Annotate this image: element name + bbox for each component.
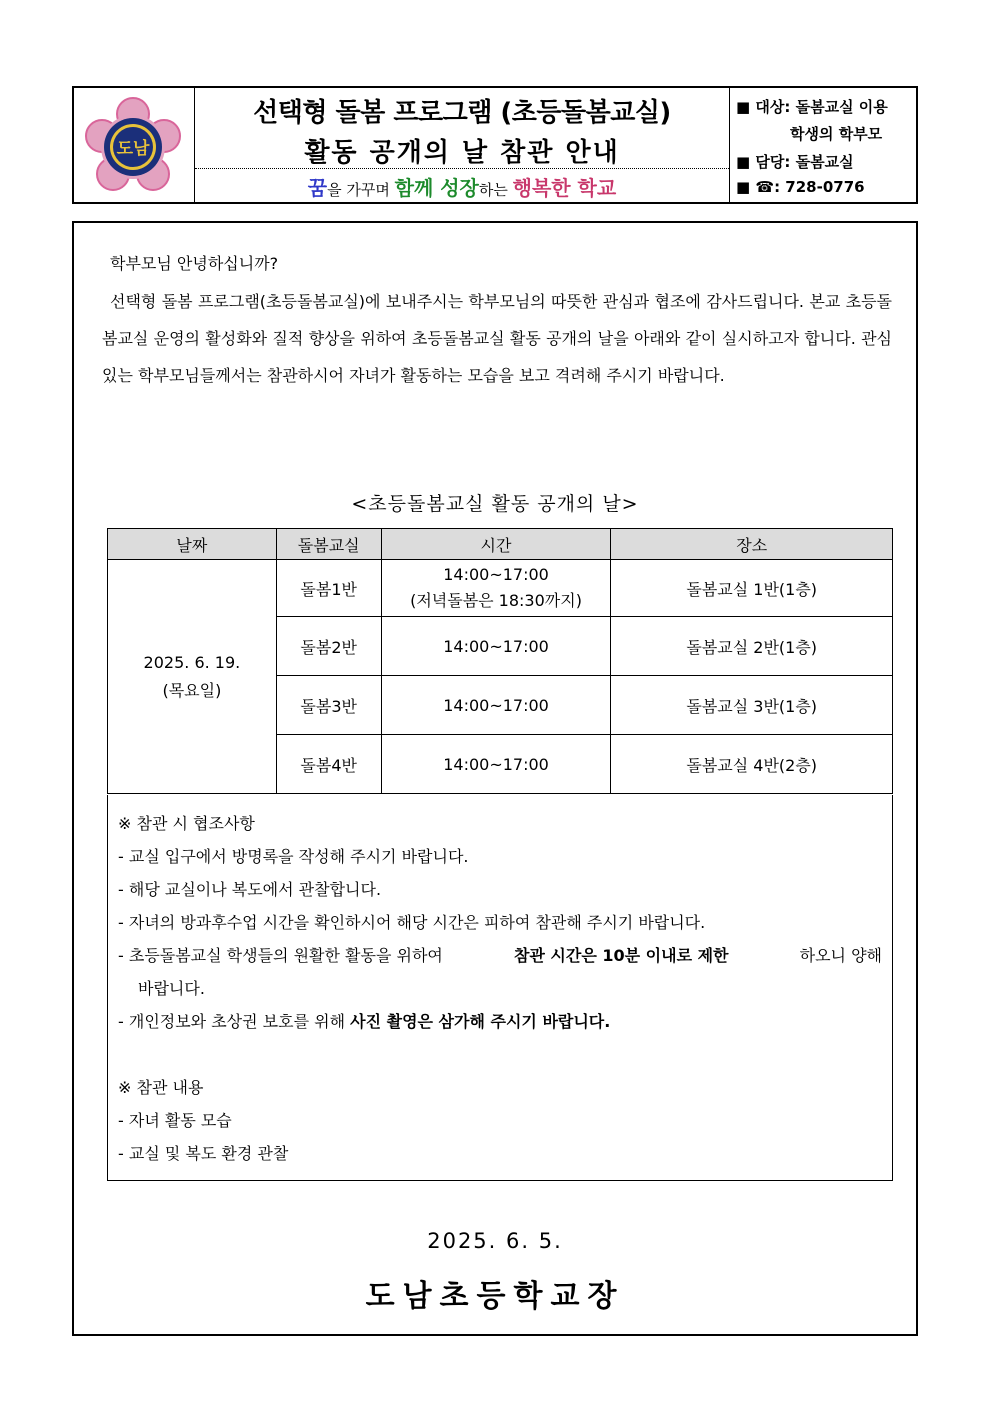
document-title: 선택형 돌봄 프로그램 (초등돌봄교실) bbox=[253, 98, 671, 128]
table-row bbox=[108, 560, 893, 617]
date-cell bbox=[108, 560, 277, 794]
list-item-emphasis: 사진 촬영은 삼가해 주시기 바랍니다. bbox=[350, 1012, 611, 1031]
greeting: 학부모님 안녕하십니까? bbox=[110, 254, 279, 273]
document-body bbox=[72, 221, 918, 1336]
class-cell: 돌봄4반 bbox=[276, 735, 381, 794]
content-title: ※ 참관 내용 bbox=[118, 1078, 204, 1097]
info-cell bbox=[730, 88, 916, 202]
slogan-word-grow: 함께 성장 bbox=[394, 176, 479, 200]
table-header-row bbox=[108, 529, 893, 560]
list-item: - 해당 교실이나 복도에서 관찰합니다. bbox=[118, 880, 382, 899]
list-item: - 교실 및 복도 환경 관찰 bbox=[118, 1144, 289, 1163]
class-cell: 돌봄2반 bbox=[276, 617, 381, 676]
event-weekday: (목요일) bbox=[162, 680, 222, 700]
issue-date: 2025. 6. 5. bbox=[427, 1229, 563, 1253]
list-item-part: - 초등돌봄교실 학생들의 원활한 활동을 위하여 bbox=[118, 946, 443, 965]
list-item bbox=[118, 1009, 610, 1032]
document-header bbox=[72, 86, 918, 204]
place-cell: 돌봄교실 3반(1층) bbox=[611, 676, 893, 735]
schedule-table bbox=[107, 528, 893, 794]
header-class: 돌봄교실 bbox=[276, 529, 381, 560]
logo-cell bbox=[74, 88, 195, 202]
list-item-part: - 개인정보와 초상권 보호를 위해 bbox=[118, 1012, 351, 1031]
header-time: 시간 bbox=[381, 529, 611, 560]
header-place: 장소 bbox=[611, 529, 893, 560]
list-item-part: 하오니 양해 bbox=[799, 946, 882, 965]
list-item: - 교실 입구에서 방명록을 작성해 주시기 바랍니다. bbox=[118, 847, 469, 866]
phone-number: ■ ☎: 728-0776 bbox=[736, 178, 865, 196]
list-item bbox=[118, 943, 882, 966]
principal-signature: 도남초등학교장 bbox=[365, 1279, 625, 1314]
cooperation-title: ※ 참관 시 협조사항 bbox=[118, 814, 255, 833]
slogan-word-dream: 꿈 bbox=[307, 176, 328, 200]
event-date: 2025. 6. 19. bbox=[143, 652, 241, 672]
list-item-emphasis: 참관 시간은 10분 이내로 제한 bbox=[513, 946, 729, 965]
slogan-part: 하는 bbox=[478, 181, 513, 199]
target-audience-cont: 학생의 학부모 bbox=[790, 125, 883, 143]
slogan-part: 가꾸며 bbox=[346, 181, 395, 199]
time-note: (저녁돌봄은 18:30까지) bbox=[410, 591, 582, 610]
header-date: 날짜 bbox=[108, 529, 277, 560]
class-cell: 돌봄1반 bbox=[276, 560, 381, 617]
slogan-word-happy: 행복한 학교 bbox=[512, 176, 617, 200]
slogan-part: 을 bbox=[327, 181, 347, 199]
notes-box bbox=[107, 795, 893, 1181]
document-subtitle: 활동 공개의 날 참관 안내 bbox=[304, 138, 620, 168]
time-cell: 14:00~17:00 bbox=[381, 735, 611, 794]
manager: ■ 담당: 돌봄교실 bbox=[736, 153, 854, 171]
time-cell bbox=[381, 560, 611, 617]
list-item: - 자녀 활동 모습 bbox=[118, 1111, 232, 1130]
school-logo-icon bbox=[82, 96, 184, 198]
school-slogan bbox=[195, 172, 729, 201]
class-cell: 돌봄3반 bbox=[276, 676, 381, 735]
list-item-cont: 바랍니다. bbox=[138, 979, 205, 998]
list-item: - 자녀의 방과후수업 시간을 확인하시어 해당 시간은 피하여 참관해 주시기 바랍니다. bbox=[118, 913, 706, 932]
target-audience: ■ 대상: 돌봄교실 이용 bbox=[736, 98, 888, 116]
title-divider bbox=[195, 168, 729, 169]
place-cell: 돌봄교실 2반(1층) bbox=[611, 617, 893, 676]
intro-paragraph-text: 선택형 돌봄 프로그램(초등돌봄교실)에 보내주시는 학부모님의 따뜻한 관심과 협조에 감사드립니다. 본교 초등돌봄교실 운영의 활성화와 질적 향상을 위하여 초등돌봄교실 활동 공개의 날을 아래와 같이 실시하고자 합니다. 관심 있는 학부모님들께서는 참관하시어 자녀가 활동하는 모습을 보고 격려해 주시기 바랍니다. bbox=[102, 292, 892, 385]
title-cell bbox=[195, 88, 730, 202]
logo-text: 도남 bbox=[116, 139, 150, 159]
time-cell: 14:00~17:00 bbox=[381, 676, 611, 735]
intro-paragraph bbox=[102, 283, 892, 394]
schedule-title: <초등돌봄교실 활동 공개의 날> bbox=[351, 493, 639, 515]
place-cell: 돌봄교실 4반(2층) bbox=[611, 735, 893, 794]
time-cell: 14:00~17:00 bbox=[381, 617, 611, 676]
place-cell: 돌봄교실 1반(1층) bbox=[611, 560, 893, 617]
time-value: 14:00~17:00 bbox=[443, 565, 549, 584]
